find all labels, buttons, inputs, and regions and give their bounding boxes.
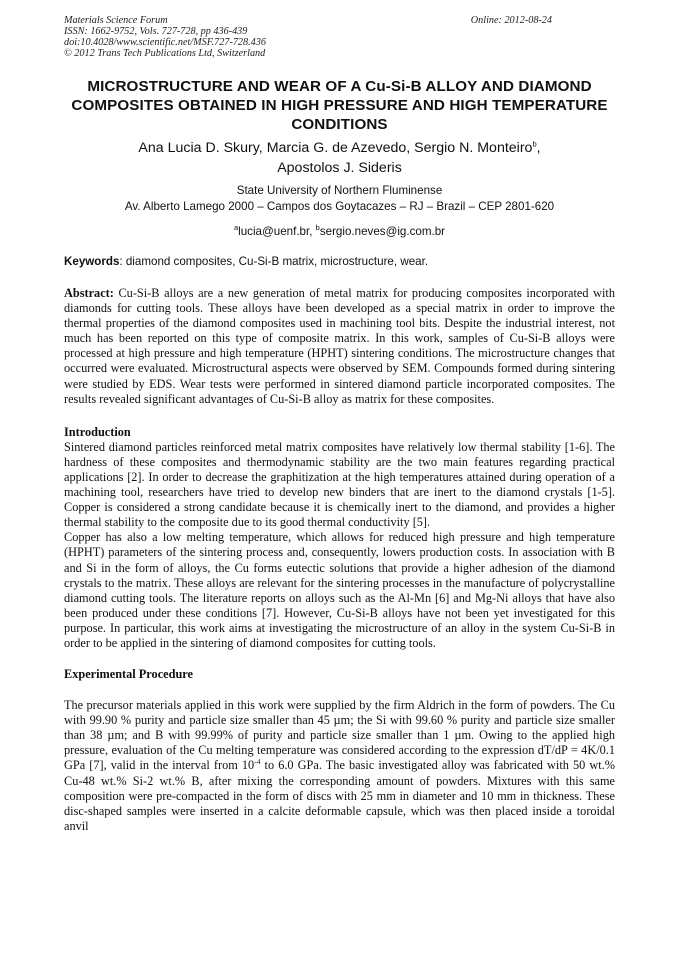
introduction-paragraph-2: Copper has also a low melting temperature, which allows for reduced high pressure and high temperature (HPHT) parameters of the sintering process and, consequently, lowers production costs. In association with B and Si in the form of alloys, the Cu forms eutectic solutions that provide a higher adhesion of the diamond crystals to the matrix. These alloys are relevant for the sintering processes in the manufacture of polycrystalline diamond cutting tools. The literature reports on alloys such as the Al-Mn [6] and Mg-Ni alloys that have also been produced under these conditions [7]. However, Cu-Si-B alloys have not been yet investigated for this purpose. In particular, this work aims at investigating the microstructure of an alloy in the system Cu-Si-B in order to be applied in the sintering of diamond composites for cutting tools. (64, 530, 615, 650)
authors-line-2: Apostolos J. Sideris (277, 160, 402, 176)
online-date: Online: 2012-08-24 (470, 15, 552, 26)
abstract (64, 286, 615, 407)
journal-name: Materials Science Forum (64, 15, 168, 26)
issn-line: ISSN: 1662-9752, Vols. 727-728, pp 436-439 (64, 26, 248, 37)
journal-header (64, 0, 615, 59)
abstract-label: Abstract: (64, 286, 114, 300)
introduction-paragraph-1: Sintered diamond particles reinforced metal matrix composites have relatively low thermal stability [1-6]. The hardness of these composites and thermodynamic stability are the two main features regarding practical applications [2]. In order to decrease the graphitization at the high temperatures attained during operation of a machining tool, researchers have tried to develop new binders that are inert to the diamond crystals [1-5]. Copper is considered a strong candidate because it is chemically inert to the diamond, and provides a higher thermal stability to the composite due to its good thermal conductivity [5]. (64, 439, 615, 530)
introduction-heading: Introduction (64, 424, 131, 439)
experimental-paragraph-1 (64, 698, 615, 834)
affiliation (64, 183, 615, 215)
email-superscript-b: b (315, 223, 320, 233)
exponent-superscript: -4 (254, 757, 261, 767)
copyright-line: © 2012 Trans Tech Publications Ltd, Switzerland (64, 48, 266, 59)
institution: State University of Northern Fluminense (236, 184, 443, 197)
email-superscript-a: a (233, 223, 239, 233)
keywords-label: Keywords (64, 255, 120, 268)
email-b: sergio.neves@ig.com.br (319, 225, 446, 238)
keywords (64, 254, 615, 269)
experimental-text-a: The precursor materials applied in this work were supplied by the firm Aldrich in the form of powders. The Cu with 99.90 % purity and particle size smaller than 45 µm; the Si with 99.60 % purity and particle size smaller than 38 µm; and B with 99.99% of purity and particle size smaller than 1 µm. Owing to the applied high pressure, evaluation of the Cu melting temperature was considered according to the expression dT/dP = 4K/0.1 GPa [7], valid in the interval from 10 (64, 698, 615, 773)
author-emails (64, 224, 615, 240)
author-superscript-b: b (532, 139, 537, 149)
email-a: lucia@uenf.br, (238, 225, 316, 238)
authors-line-1: Ana Lucia D. Skury, Marcia G. de Azevedo, Sergio N. Monteiro (138, 140, 533, 156)
abstract-text: Cu-Si-B alloys are a new generation of metal matrix for producing composites incorporated with diamonds for cutting tools. These alloys have been developed as a special matrix in order to improve the thermal properties of the diamond composites used in machining tool bits. Despite the industrial interest, not much has been reported on this type of composite matrix. In this work, samples of Cu-Si-B alloys were processed at high pressure and high temperature (HPHT) sintering conditions. The microstructure changes that occurred were evaluated. Microstructural aspects were observed by SEM. Compounds formed during sintering were studied by EDS. Wear tests were performed in sintered diamond particle incorporated composites. The results revealed significant advantages of Cu-Si-B alloy as matrix for these composites. (64, 286, 615, 406)
experimental-heading: Experimental Procedure (64, 667, 193, 682)
doi-line: doi:10.4028/www.scientific.net/MSF.727-728.436 (64, 37, 266, 48)
authors-line-1-end: , (536, 140, 541, 156)
paper-title: MICROSTRUCTURE AND WEAR OF A Cu-Si-B ALLOY AND DIAMOND COMPOSITES OBTAINED IN HIGH PRESSURE AND HIGH TEMPERATURE CONDITIONS (71, 78, 608, 133)
keywords-text: : diamond composites, Cu-Si-B matrix, microstructure, wear. (119, 255, 429, 268)
address: Av. Alberto Lamego 2000 – Campos dos Goytacazes – RJ – Brazil – CEP 2801-620 (124, 200, 555, 213)
experimental-text-b: to 6.0 GPa. The basic investigated alloy was fabricated with 50 wt.% Cu-48 wt.% Si-2 wt.% B, after mixing the corresponding amount of powders. Mixtures with this same composition were pre-compacted in the form of discs with 25 mm in diameter and 10 mm in thickness. These disc-shaped samples were inserted in a calcite deformable capsule, which was then placed inside a toroidal anvil (64, 758, 616, 833)
author-list (64, 138, 615, 178)
